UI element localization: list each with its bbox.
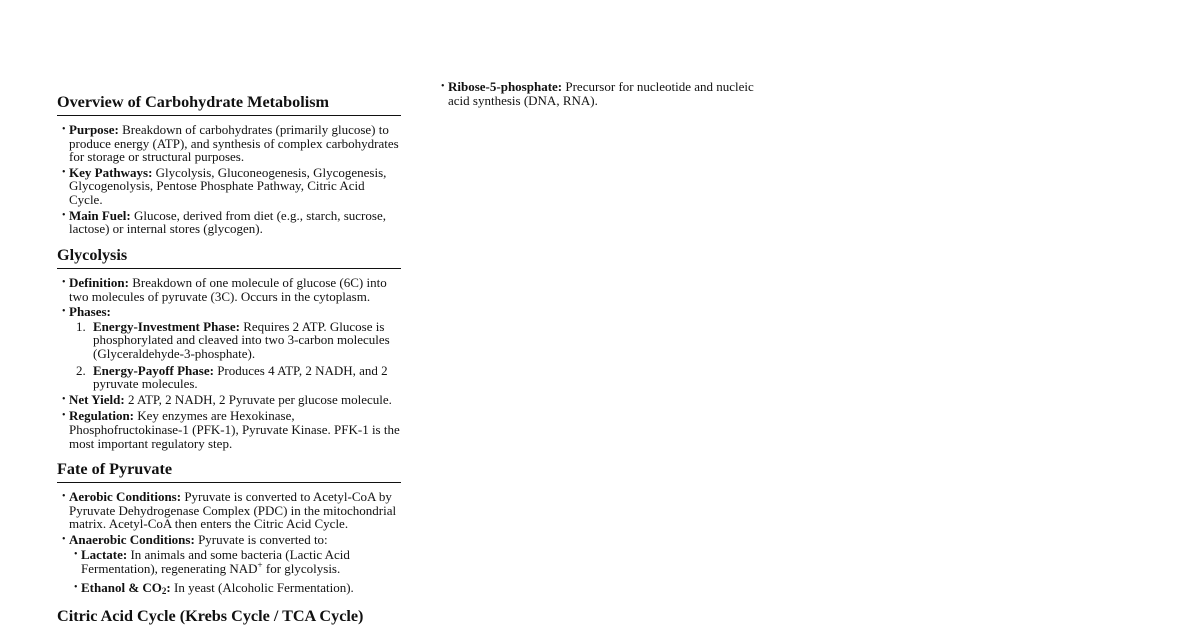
phases-list bbox=[57, 320, 401, 391]
phase-item bbox=[57, 320, 401, 361]
list-item-aerobic bbox=[57, 490, 401, 531]
item-text: Pyruvate is converted to Acetyl-CoA by Pyruvate Dehydrogenase Complex (PDC) in the mitochondrial matrix. Acetyl-CoA then enters the Citric Acid Cycle. bbox=[69, 489, 397, 532]
subscript: 2 bbox=[161, 585, 167, 596]
sublist-item-ethanol bbox=[57, 581, 401, 595]
item-term bbox=[81, 580, 171, 595]
item-term: Regulation: bbox=[69, 408, 134, 424]
list-item bbox=[57, 123, 401, 164]
list-item bbox=[57, 166, 401, 207]
item-text: Breakdown of one molecule of glucose (6C) into two molecules of pyruvate (3C). Occurs in the cytoplasm. bbox=[69, 275, 387, 304]
section-glycolysis bbox=[57, 245, 401, 450]
phase-number: 1. bbox=[76, 318, 86, 334]
anaerobic-sublist bbox=[57, 548, 401, 594]
phase-term: Energy-Investment Phase: bbox=[93, 318, 240, 334]
section-title-overview: Overview of Carbohydrate Metabolism bbox=[57, 92, 401, 116]
phase-term: Energy-Payoff Phase: bbox=[93, 362, 214, 378]
item-text: 2 ATP, 2 NADH, 2 Pyruvate per glucose molecule. bbox=[124, 391, 392, 407]
section-fate-of-pyruvate bbox=[57, 459, 401, 594]
glycolysis-list bbox=[57, 276, 401, 450]
list-item bbox=[57, 209, 401, 236]
item-term: Net Yield: bbox=[69, 391, 125, 407]
list-item-anaerobic bbox=[57, 533, 401, 594]
section-title-krebs: Citric Acid Cycle (Krebs Cycle / TCA Cycle) bbox=[57, 607, 364, 625]
item-term: Anaerobic Conditions: bbox=[69, 531, 195, 547]
item-text: Glucose, derived from diet (e.g., starch, sucrose, lactose) or internal stores (glycogen). bbox=[69, 207, 386, 237]
term-colon: : bbox=[166, 579, 171, 595]
list-item-regulation bbox=[57, 409, 401, 450]
list-item-phases bbox=[57, 305, 401, 391]
item-term: Main Fuel: bbox=[69, 207, 131, 223]
phase-number: 2. bbox=[76, 362, 86, 378]
right-column bbox=[441, 80, 761, 107]
item-term: Phases: bbox=[69, 304, 111, 320]
superscript: + bbox=[257, 559, 263, 570]
item-text: Precursor for nucleotide and nucleic acid synthesis (DNA, RNA). bbox=[448, 79, 754, 108]
item-term: Definition: bbox=[69, 275, 129, 290]
item-text: Breakdown of carbohydrates (primarily glucose) to produce energy (ATP), and synthesis of complex carbohydrates for storage or structural purposes. bbox=[69, 122, 399, 165]
list-item-ribose bbox=[441, 80, 761, 107]
section-overview bbox=[57, 92, 401, 236]
item-term: Ribose-5-phosphate: bbox=[448, 79, 563, 94]
phase-item bbox=[57, 364, 401, 391]
term-part: Ethanol & CO bbox=[81, 579, 162, 595]
item-term: Key Pathways: bbox=[69, 164, 153, 180]
item-text: In animals and some bacteria (Lactic Acid Fermentation), regenerating NAD bbox=[81, 547, 350, 576]
right-list bbox=[441, 80, 761, 107]
item-text: Glycolysis, Gluconeogenesis, Glycogenesis, Glycogenolysis, Pentose Phosphate Pathway, Citric Acid Cycle. bbox=[69, 164, 387, 207]
list-item-net-yield bbox=[57, 393, 401, 407]
item-text: In yeast (Alcoholic Fermentation). bbox=[170, 579, 354, 595]
item-text: Key enzymes are Hexokinase, Phosphofructokinase-1 (PFK-1), Pyruvate Kinase. PFK-1 is the most important regulatory step. bbox=[69, 408, 400, 451]
phase-text: Produces 4 ATP, 2 NADH, and 2 pyruvate molecules. bbox=[93, 362, 388, 392]
item-term: Lactate: bbox=[81, 547, 128, 563]
item-text-tail: for glycolysis. bbox=[262, 560, 341, 576]
phase-text: Requires 2 ATP. Glucose is phosphorylated and cleaved into two 3-carbon molecules (Glyceraldehyde-3-phosphate). bbox=[93, 318, 390, 361]
list-item-definition bbox=[57, 276, 401, 303]
section-title-pyruvate: Fate of Pyruvate bbox=[57, 459, 401, 483]
pyruvate-list bbox=[57, 490, 401, 594]
overview-list bbox=[57, 123, 401, 236]
item-term: Purpose: bbox=[69, 122, 119, 137]
item-term: Aerobic Conditions: bbox=[69, 489, 182, 504]
item-text: Pyruvate is converted to: bbox=[194, 531, 328, 547]
section-title-glycolysis: Glycolysis bbox=[57, 245, 401, 269]
sublist-item-lactate bbox=[57, 548, 401, 575]
